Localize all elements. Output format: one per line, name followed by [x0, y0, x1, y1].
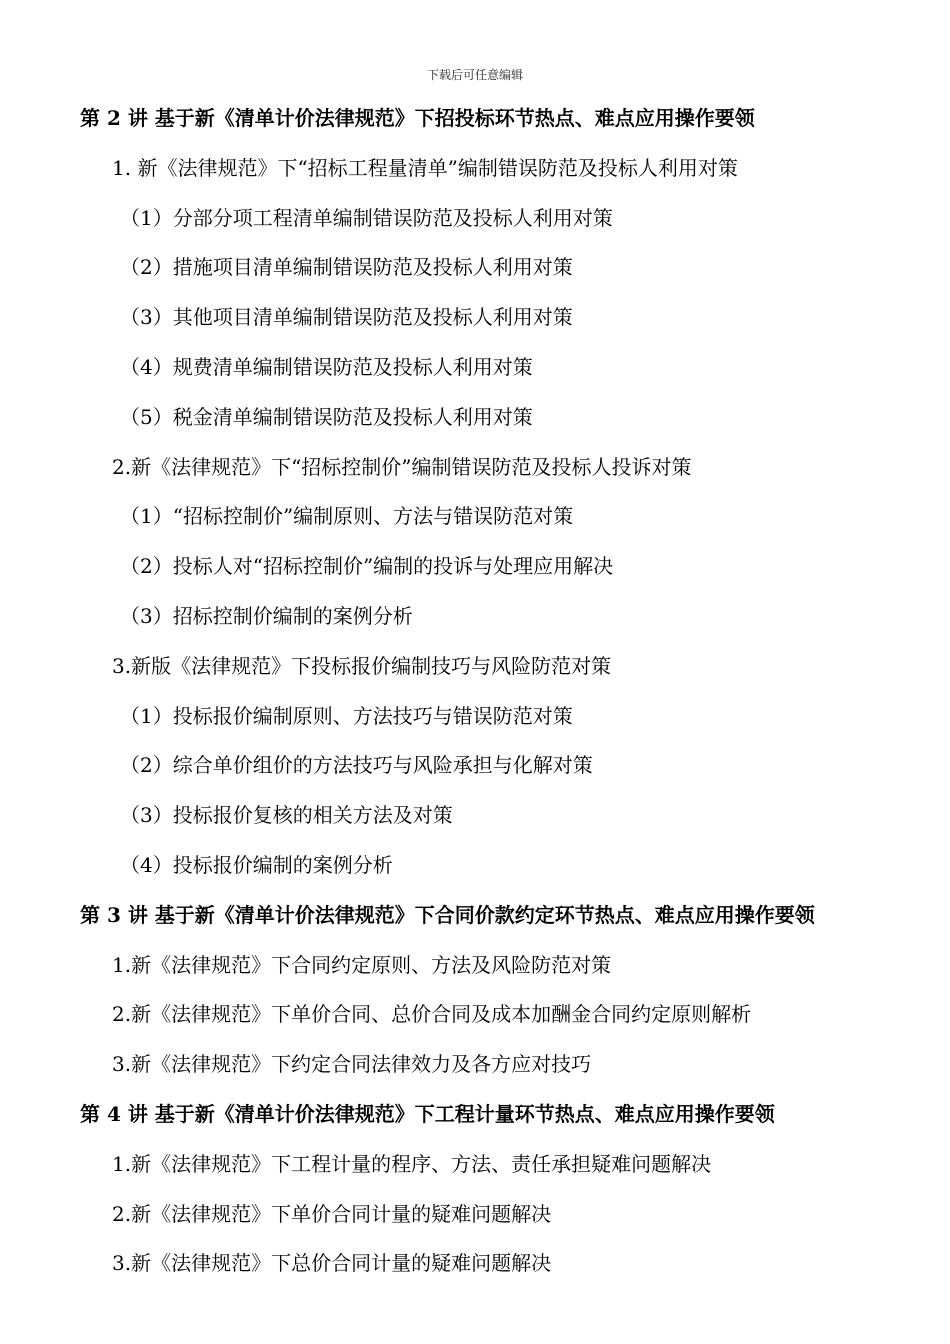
section-item: 3.新《法律规范》下约定合同法律效力及各方应对技巧 — [112, 1052, 592, 1077]
lecture-heading: 第 3 讲 基于新《清单计价法律规范》下合同价款约定环节热点、难点应用操作要领 — [80, 902, 815, 927]
page-header: 下载后可任意编辑 — [426, 68, 523, 82]
subsection-item: （5）税金清单编制错误防范及投标人利用对策 — [120, 404, 533, 429]
subsection-item: （4）规费清单编制错误防范及投标人利用对策 — [120, 355, 533, 379]
subsection-item: （3）招标控制价编制的案例分析 — [120, 604, 413, 628]
subsection-item: （1）分部分项工程清单编制错误防范及投标人利用对策 — [120, 205, 613, 230]
lecture-heading: 第 2 讲 基于新《清单计价法律规范》下招投标环节热点、难点应用操作要领 — [80, 106, 755, 130]
section-item: 2.新《法律规范》下单价合同、总价合同及成本加酬金合同约定原则解析 — [112, 1002, 752, 1027]
section-item: 3.新版《法律规范》下投标报价编制技巧与风险防范对策 — [112, 653, 612, 678]
section-item: 1. 新《法律规范》下“招标工程量清单”编制错误防范及投标人利用对策 — [112, 155, 738, 180]
subsection-item: （2）措施项目清单编制错误防范及投标人利用对策 — [120, 255, 573, 280]
section-item: 2.新《法律规范》下单价合同计量的疑难问题解决 — [112, 1201, 552, 1226]
section-item: 1.新《法律规范》下合同约定原则、方法及风险防范对策 — [112, 952, 612, 977]
subsection-item: （3）投标报价复核的相关方法及对策 — [120, 803, 453, 828]
section-item: 2.新《法律规范》下“招标控制价”编制错误防范及投标人投诉对策 — [112, 454, 692, 479]
section-item: 1.新《法律规范》下工程计量的程序、方法、责任承担疑难问题解决 — [112, 1151, 712, 1176]
subsection-item: （4）投标报价编制的案例分析 — [120, 853, 393, 877]
subsection-item: （2）综合单价组价的方法技巧与风险承担与化解对策 — [120, 753, 593, 778]
subsection-item: （1）投标报价编制原则、方法技巧与错误防范对策 — [120, 703, 573, 728]
lecture-heading: 第 4 讲 基于新《清单计价法律规范》下工程计量环节热点、难点应用操作要领 — [80, 1102, 775, 1126]
subsection-item: （2）投标人对“招标控制价”编制的投诉与处理应用解决 — [120, 554, 614, 579]
subsection-item: （3）其他项目清单编制错误防范及投标人利用对策 — [120, 305, 573, 330]
subsection-item: （1）“招标控制价”编制原则、方法与错误防范对策 — [120, 504, 574, 529]
section-item: 3.新《法律规范》下总价合同计量的疑难问题解决 — [112, 1251, 552, 1276]
